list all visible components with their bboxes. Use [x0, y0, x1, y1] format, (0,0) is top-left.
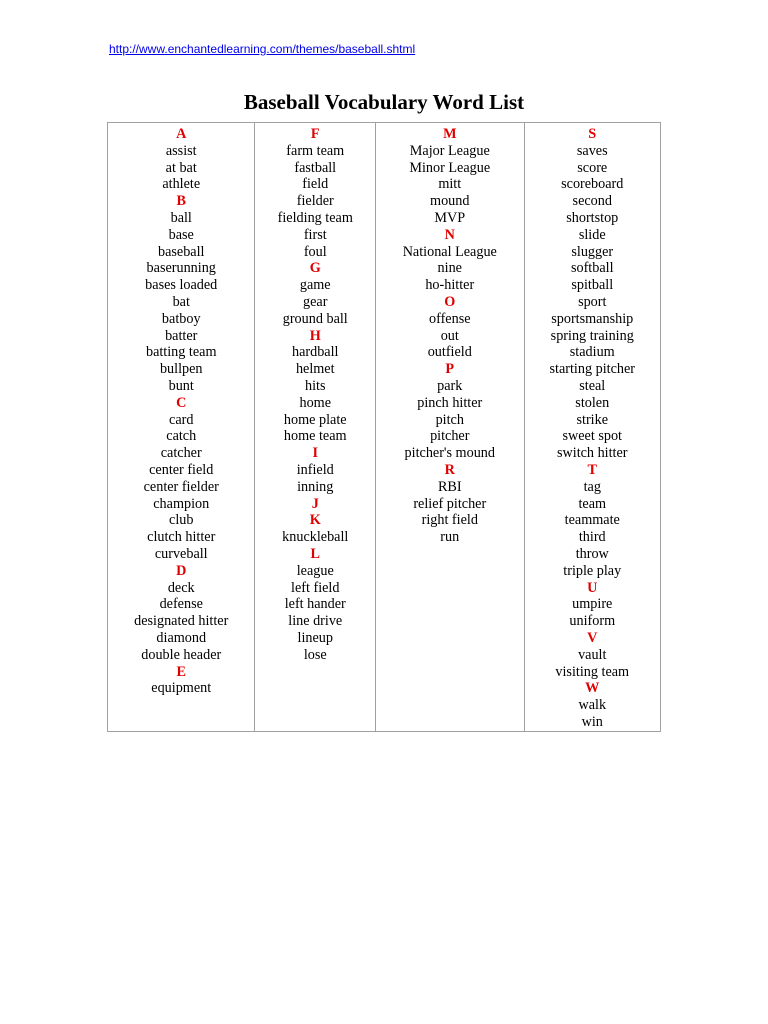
vocabulary-table	[107, 122, 661, 732]
vocabulary-word: curveball	[154, 545, 208, 562]
table-column	[376, 123, 524, 731]
vocabulary-word: score	[577, 159, 608, 176]
vocabulary-word: pitcher	[430, 428, 470, 445]
letter-heading: O	[444, 293, 456, 310]
vocabulary-word: saves	[576, 142, 608, 159]
vocabulary-word: visiting team	[555, 663, 630, 680]
vocabulary-word: bunt	[168, 377, 194, 394]
vocabulary-word: catcher	[160, 445, 202, 462]
vocabulary-word: right field	[421, 512, 478, 529]
vocabulary-word: stolen	[575, 394, 610, 411]
vocabulary-word: mound	[430, 193, 470, 210]
vocabulary-word: lineup	[297, 629, 333, 646]
vocabulary-word: hits	[305, 377, 326, 394]
letter-heading: R	[444, 461, 455, 478]
vocabulary-word: designated hitter	[134, 613, 229, 630]
source-url-link[interactable]: http://www.enchantedlearning.com/themes/baseball.shtml	[109, 42, 416, 56]
vocabulary-word: club	[169, 512, 194, 529]
vocabulary-word: home	[299, 394, 332, 411]
vocabulary-word: knuckleball	[282, 529, 349, 546]
vocabulary-word: switch hitter	[556, 445, 628, 462]
vocabulary-word: MVP	[434, 209, 466, 226]
vocabulary-word: relief pitcher	[413, 495, 487, 512]
letter-heading: L	[310, 545, 320, 562]
letter-heading: V	[587, 629, 598, 646]
letter-heading: P	[445, 361, 455, 378]
vocabulary-word: batter	[165, 327, 198, 344]
vocabulary-word: softball	[570, 260, 614, 277]
vocabulary-word: left hander	[284, 596, 346, 613]
vocabulary-word: farm team	[286, 142, 345, 159]
vocabulary-word: triple play	[563, 562, 622, 579]
vocabulary-word: ho-hitter	[425, 277, 475, 294]
vocabulary-word: hardball	[292, 344, 339, 361]
vocabulary-word: umpire	[572, 596, 613, 613]
vocabulary-word: bullpen	[159, 361, 203, 378]
vocabulary-word: infield	[296, 461, 334, 478]
vocabulary-word: deck	[167, 579, 195, 596]
vocabulary-word: helmet	[295, 361, 335, 378]
vocabulary-word: Major League	[409, 142, 490, 159]
vocabulary-word: pinch hitter	[417, 394, 483, 411]
vocabulary-word: inning	[297, 478, 334, 495]
vocabulary-word: champion	[153, 495, 210, 512]
vocabulary-word: league	[296, 562, 334, 579]
vocabulary-word: walk	[578, 697, 607, 714]
table-column	[525, 123, 661, 731]
letter-heading: G	[309, 260, 321, 277]
vocabulary-word: pitcher's mound	[404, 445, 495, 462]
vocabulary-word: bases loaded	[145, 277, 218, 294]
vocabulary-word: fielding team	[277, 209, 353, 226]
vocabulary-word: clutch hitter	[147, 529, 216, 546]
letter-heading: K	[309, 512, 321, 529]
vocabulary-word: team	[578, 495, 607, 512]
vocabulary-word: nine	[437, 260, 462, 277]
vocabulary-word: stadium	[569, 344, 615, 361]
vocabulary-word: RBI	[437, 478, 462, 495]
vocabulary-word: fastball	[294, 159, 337, 176]
vocabulary-word: equipment	[151, 680, 212, 697]
letter-heading: N	[444, 226, 455, 243]
letter-heading: D	[176, 562, 187, 579]
letter-heading: J	[311, 495, 319, 512]
vocabulary-word: teammate	[564, 512, 620, 529]
vocabulary-word: field	[302, 176, 329, 193]
vocabulary-word: lose	[303, 646, 327, 663]
vocabulary-word: throw	[575, 545, 609, 562]
vocabulary-word: batting team	[145, 344, 217, 361]
vocabulary-word: bat	[172, 293, 190, 310]
table-column	[108, 123, 255, 731]
letter-heading: E	[176, 663, 186, 680]
vocabulary-word: pitch	[435, 411, 464, 428]
vocabulary-word: defense	[159, 596, 203, 613]
vocabulary-word: run	[440, 529, 460, 546]
vocabulary-word: second	[572, 193, 612, 210]
vocabulary-word: spring training	[550, 327, 634, 344]
vocabulary-word: slugger	[571, 243, 614, 260]
vocabulary-word: ball	[170, 209, 192, 226]
vocabulary-word: base	[168, 226, 194, 243]
letter-heading: M	[443, 126, 457, 142]
vocabulary-word: gear	[303, 293, 328, 310]
vocabulary-word: catch	[166, 428, 197, 445]
vocabulary-word: baseball	[157, 243, 205, 260]
vocabulary-word: park	[437, 377, 463, 394]
letter-heading: T	[587, 461, 597, 478]
vocabulary-word: double header	[141, 646, 222, 663]
vocabulary-word: offense	[429, 310, 471, 327]
vocabulary-word: starting pitcher	[549, 361, 635, 378]
vocabulary-word: Minor League	[409, 159, 491, 176]
vocabulary-word: outfield	[427, 344, 472, 361]
vocabulary-word: fielder	[296, 193, 334, 210]
vocabulary-word: diamond	[156, 629, 207, 646]
vocabulary-word: out	[440, 327, 459, 344]
vocabulary-word: center field	[149, 461, 214, 478]
table-column	[255, 123, 376, 731]
vocabulary-word: at bat	[165, 159, 197, 176]
vocabulary-word: center fielder	[143, 478, 219, 495]
letter-heading: W	[585, 680, 600, 697]
vocabulary-word: scoreboard	[561, 176, 624, 193]
letter-heading: B	[176, 193, 186, 210]
vocabulary-word: steal	[579, 377, 606, 394]
letter-heading: I	[312, 445, 319, 462]
vocabulary-word: uniform	[569, 613, 616, 630]
letter-heading: F	[310, 126, 320, 142]
vocabulary-word: line drive	[288, 613, 343, 630]
vocabulary-word: mitt	[438, 176, 462, 193]
vocabulary-word: sport	[578, 293, 607, 310]
vocabulary-word: athlete	[162, 176, 201, 193]
vocabulary-word: shortstop	[566, 209, 619, 226]
vocabulary-word: spitball	[571, 277, 614, 294]
vocabulary-word: vault	[578, 646, 607, 663]
vocabulary-word: batboy	[161, 310, 201, 327]
page-title: Baseball Vocabulary Word List	[243, 90, 525, 114]
vocabulary-word: sweet spot	[562, 428, 622, 445]
vocabulary-word: ground ball	[282, 310, 348, 327]
vocabulary-word: assist	[165, 142, 197, 159]
letter-heading: S	[588, 126, 597, 142]
vocabulary-word: win	[581, 713, 603, 730]
vocabulary-word: game	[299, 277, 331, 294]
vocabulary-word: third	[578, 529, 606, 546]
vocabulary-word: slide	[578, 226, 606, 243]
letter-heading: U	[587, 579, 598, 596]
vocabulary-word: strike	[576, 411, 609, 428]
vocabulary-word: National League	[402, 243, 497, 260]
vocabulary-word: baserunning	[146, 260, 216, 277]
vocabulary-word: first	[303, 226, 327, 243]
vocabulary-word: tag	[583, 478, 601, 495]
letter-heading: C	[176, 394, 187, 411]
vocabulary-word: card	[169, 411, 194, 428]
vocabulary-word: left field	[291, 579, 340, 596]
vocabulary-word: home plate	[283, 411, 347, 428]
vocabulary-word: sportsmanship	[551, 310, 634, 327]
letter-heading: H	[309, 327, 321, 344]
letter-heading: A	[176, 126, 187, 142]
vocabulary-word: home team	[283, 428, 347, 445]
vocabulary-word: foul	[303, 243, 327, 260]
